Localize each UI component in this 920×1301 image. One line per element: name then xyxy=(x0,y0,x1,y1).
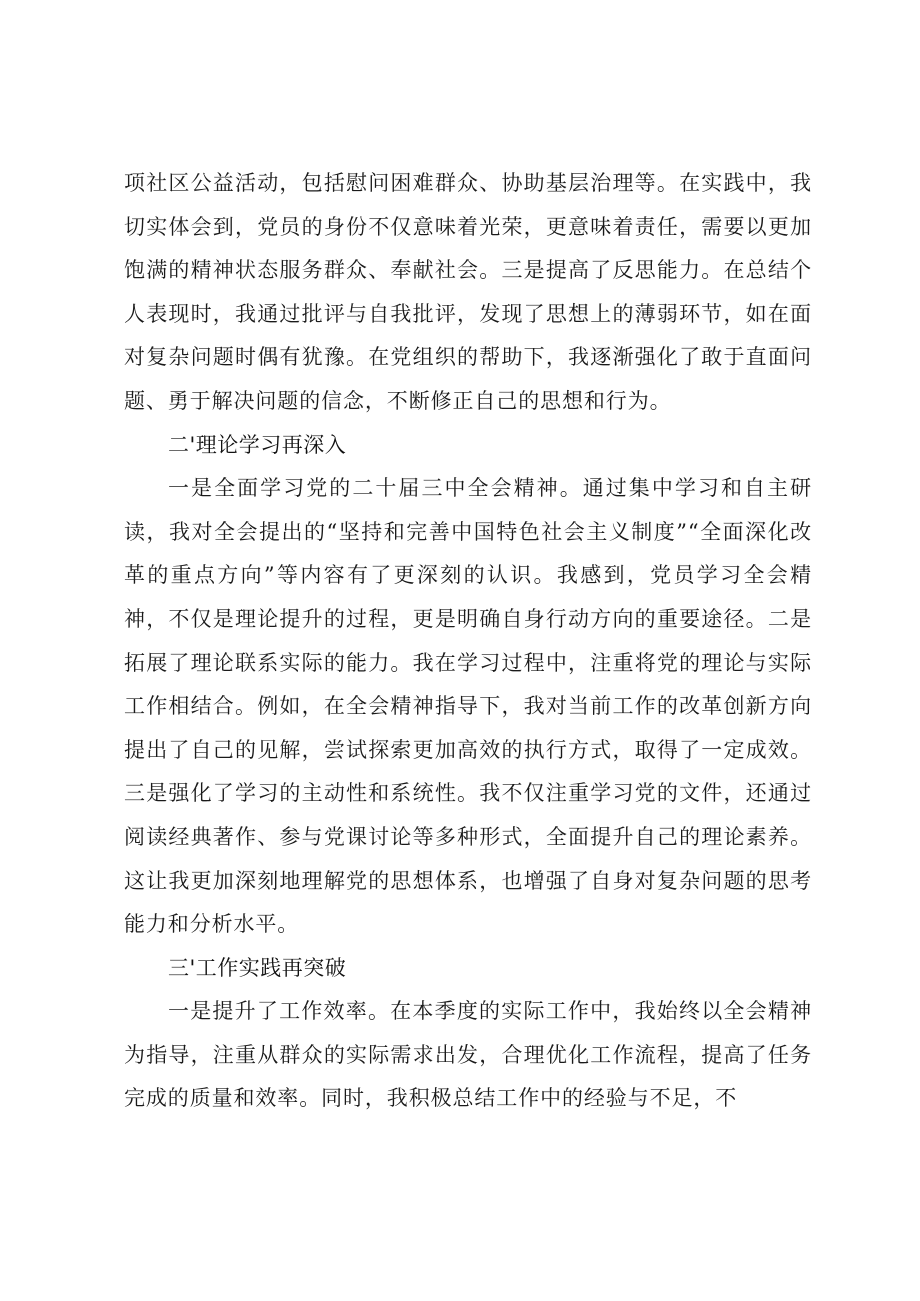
body-paragraph-2: 一是全面学习党的二十届三中全会精神。通过集中学习和自主研读，我对全会提出的“坚持和完善中国特色社会主义制度”“全面深化改革的重点方向”等内容有了更深刻的认识。我感到，党员学习全会精神，不仅是理论提升的过程，更是明确自身行动方向的重要途径。二是拓展了理论联系实际的能力。我在学习过程中，注重将党的理论与实际工作相结合。例如，在全会精神指导下，我对当前工作的改革创新方向提出了自己的见解，尝试探索更加高效的执行方式，取得了一定成效。三是强化了学习的主动性和系统性。我不仅注重学习党的文件，还通过阅读经典著作、参与党课讨论等多种形式，全面提升自己的理论素养。这让我更加深刻地理解党的思想体系，也增强了自身对复杂问题的思考能力和分析水平。 xyxy=(124,476,812,937)
document-body xyxy=(124,162,812,1121)
section-heading-work-practice: 三'工作实践再突破 xyxy=(168,955,347,980)
body-paragraph-3: 一是提升了工作效率。在本季度的实际工作中，我始终以全会精神为指导，注重从群众的实际需求出发，合理优化工作流程，提高了任务完成的质量和效率。同时，我积极总结工作中的经验与不足，不 xyxy=(124,999,812,1111)
body-paragraph-1: 项社区公益活动，包括慰问困难群众、协助基层治理等。在实践中，我切实体会到，党员的身份不仅意味着光荣，更意味着责任，需要以更加饱满的精神状态服务群众、奉献社会。三是提高了反思能力。在总结个人表现时，我通过批评与自我批评，发现了思想上的薄弱环节，如在面对复杂问题时偶有犹豫。在党组织的帮助下，我逐渐强化了敢于直面问题、勇于解决问题的信念，不断修正自己的思想和行为。 xyxy=(124,171,812,413)
section-heading-theory-study: 二'理论学习再深入 xyxy=(168,432,347,457)
